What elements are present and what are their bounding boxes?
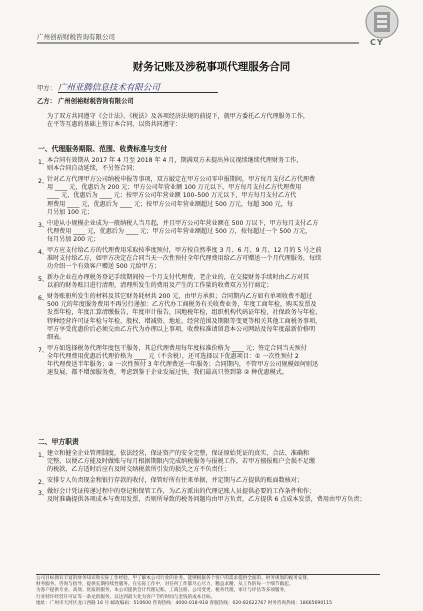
clause-line: ____ 元，优惠后为 ____ 元；按甲方公司年营业额 100–500 万元以下，甲方每月支付乙方代: [47, 192, 297, 200]
clause-line: 速发展，都不增加服务费，考虑到鉴于企业发展过快，我们最高只签到第 ② 种优惠模式。: [47, 369, 288, 377]
item-number: 2、: [38, 479, 48, 487]
footer-line: 地址：广州市天河区龙口西路 16 号 邮政编码：510600 咨询热线：4000-018-918 客服热线：020-82622767 财务咨询热线：18665690115: [36, 600, 333, 606]
intro-line: 为了双方共同遵守《会计法》、《税法》及各项经济法规的前提下，就甲方委托乙方代理服务工作，: [47, 113, 310, 120]
clause-line: 发票年检，年度汇算清缴报告，年度审计报告，国地税年检，组织机构代码证年检，社保政务与年检，: [47, 309, 322, 317]
clause-line: 细表。: [47, 334, 66, 342]
party-a-label: 甲方：: [37, 85, 56, 92]
section-1-heading: 一、代理服务期限、范围、收费标准与支付: [38, 145, 168, 153]
clause-item: [47, 157, 387, 173]
party-a-handwritten-value: 广州亚腾信息技术有限公司: [58, 84, 218, 93]
contract-title: 财务记账及涉税事项代理服务合同: [132, 61, 291, 73]
clause-item: [47, 274, 387, 290]
clause-line: 准时支付给乙方，如甲方决定在合同当天一次性预付全年代理费用给乙方可赠送一个月代理服务，每续: [47, 255, 322, 262]
clause-line: 财务账册所发生的材料及其它财务耗材共 200 元，由甲方承担；合同期内乙方如有单项收费不超过: [47, 293, 313, 300]
clause-line: 新办企业在办理税务登记手续期间按一个月支付代理费，老企业的，在交接财务手续时由乙方对其: [47, 274, 310, 281]
clause-line: 安排专人负责现金和银行存款的收付，保管好所有往来单据，并定期与乙方提供的账面数核对；: [47, 477, 303, 485]
clause-line: 功介绍一个有效客户赠送 500 元给甲方；: [47, 263, 161, 271]
intro-line: 在平等互惠的基础上签订本合同，以资共同遵守：: [47, 121, 182, 129]
item-number: 7、: [38, 346, 48, 354]
footer-line: 为客户提供专业、高效、优质的服务。本公司提供会计代理记账、工商注册、公司变更、税务代理、审计与评估等多项服务，: [36, 588, 289, 594]
clause-line: 代理费用 ____ 元，优惠后为 ____ 元；甲方公司年营业额超过 500 万，按每超过一个 500 万元，: [47, 227, 312, 235]
item-number: 4、: [38, 248, 48, 256]
section-2-heading: 二、甲方职责: [38, 438, 79, 446]
item-number: 1、: [38, 159, 48, 166]
clause-line: 做好会计凭证传递过程中的登记和保管工作，为乙方派出的代理记账人员提供必要的工作条件和作；: [47, 488, 316, 495]
footer-rule: [36, 574, 380, 575]
clause-line: 年代理费送半年服务；② 一次性预付 3 年代理费送一年服务；合同期内，不管甲方公司规模如何则迅: [47, 361, 319, 369]
logo-text: CY: [370, 38, 384, 47]
clause-line: 500 元的年度服务费用不再另行递加：乙方代办工商税务有关收费业务，年度工商年检，购买发票及: [47, 301, 317, 309]
intro-paragraph: [47, 113, 387, 129]
footer-note: [36, 576, 380, 607]
clause-item: [47, 450, 387, 475]
clause-line: 本合同有效期从 2017 年 4 月至 2018 年 4 月，期满双方未提出异议视续继续代理财务工作，: [47, 157, 303, 164]
letterhead: [0, 0, 423, 52]
clause-line: 甲方应支付给乙方的代理费用采取按季度预付，甲方按自然季度 3 月、6 月、9 月、12 月的 5 号之前: [47, 246, 322, 254]
item-number: 2、: [38, 178, 48, 185]
clause-line: 甲方如选择税务代理年度包干服务，其总代理费用每年度标准价格为 ____ 元；签定合同当天预付: [47, 344, 307, 352]
footer-line: 公司目标拥有丰富的财务知识和实际工作经验，甲了解本公司行业的业务。能够根据各个客户的需求提供全面的、财务规划的税务安排，: [36, 576, 312, 581]
clause-line: 的税款，乙方适时后应有及时交纳税款所引发的损失之方不负责任；: [47, 466, 230, 474]
party-b-line: [37, 98, 134, 106]
clause-item: [47, 488, 387, 504]
clause-line: 全年代理费用优惠后代理价格为 ____ 元（不含税），还可选择以下优惠项目：① 一次性预付 2: [47, 353, 299, 360]
item-number: 6、: [38, 295, 48, 302]
item-number: 3、: [38, 221, 48, 229]
clause-line: 理费用 ____ 元，优惠后为 ____ 元；按甲方公司年营业额超过 500 万元，每超 300 元，每: [47, 200, 293, 208]
clause-line: 甲方享受优惠价后必须交由乙方代为办理以上事项，收费标准请留意本公司网站及每年度最新价格明: [47, 325, 316, 333]
clause-line: 月另加 100 元；: [47, 208, 93, 216]
clause-line: 中途从小规模企业成为一般纳税人当月起，并且甲方公司年营业额在 500 万以下，甲方每月支付乙方: [47, 219, 319, 227]
clause-item: [47, 345, 387, 378]
party-b-value: 广州创裕财税咨询有限公司: [58, 98, 134, 105]
party-a-line: [37, 84, 218, 93]
clause-line: 则本合同自动延续，不另签合同；: [47, 165, 139, 173]
clause-line: 用 ____ 元，优惠后为 200 元；甲方公司年营业额 100 万元以下，甲方每月支付乙方代理费用: [47, 184, 302, 192]
clause-item: [47, 477, 387, 485]
clause-item: [47, 220, 387, 245]
footer-line: 财务服务、咨询与指导，提供长期持续性服务。在实际工作中，对任何工作都尽心尽力，精益求精，从工作的每一个细节做起，: [36, 582, 294, 588]
item-number: 1、: [38, 452, 48, 459]
clause-line: 完整，以便乙方能及时做账与每月根据期限内完成纳税服务与报税工作，若甲方擅报账户会损不足缴: [47, 458, 316, 466]
party-b-label: 乙方：: [37, 98, 56, 105]
clause-line: 特种经营许可证年检与年检，股权、增减资、地址、经营范围及期限等变更等相关其他工商税务事项，: [47, 317, 322, 325]
clause-line: 针对乙方代理甲方公司纳税申报等事项，双方敲定在甲方公司零申报期间，甲方每月支付乙方代理费: [47, 176, 316, 183]
footer-line: 行业特许经营许可证等一条龙的服务。以达到最大化为客户节约时间与金钱的成本目标。: [36, 594, 216, 600]
clause-line: 以前的财务账目进行清理，清理所发生的费用及产生的工作量的收费双方另行商定；: [47, 282, 273, 290]
item-number: 5、: [38, 276, 48, 283]
letterhead-company: 广州创裕财税咨询有限公司: [37, 33, 115, 41]
clause-line: 每月另加 200 元；: [47, 236, 100, 243]
clause-item: [47, 293, 387, 342]
item-number: 3、: [38, 490, 48, 497]
clause-item: [47, 176, 387, 217]
clause-item: [47, 247, 387, 272]
clause-line: 建立和健全企业管理制度，依法经营，保证资产的安全完整，保证原始凭证的真实、合法、准确和: [47, 450, 310, 457]
clause-line: 及时准确提供各项成本与费用发票，否则所导致的税务问题均由甲方负责，乙方提供 6 点成本发票，费用由甲方负责；: [47, 496, 366, 504]
logo-emblem-icon: [362, 4, 402, 40]
letterhead-rule: [37, 42, 359, 44]
company-logo: [362, 4, 402, 50]
